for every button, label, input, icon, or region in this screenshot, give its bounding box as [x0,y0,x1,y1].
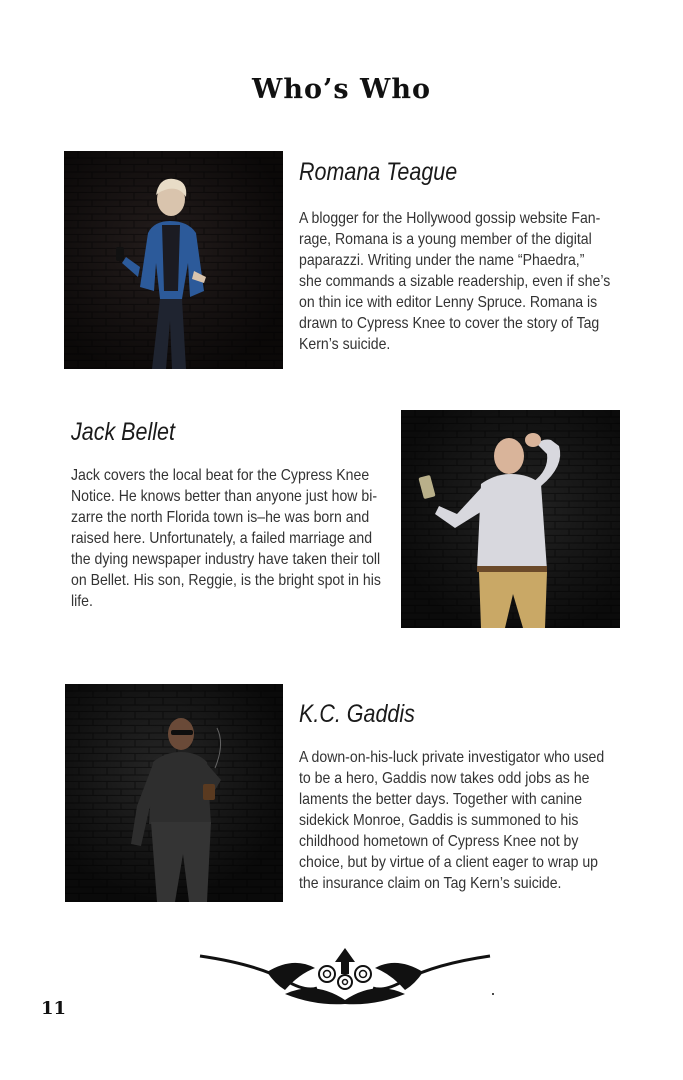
character-bio-jack: Jack covers the local beat for the Cypress Knee Notice. He knows better than anyone just how bi-zarre the north Florida town is–he was born and raised here. Unfortunately, a failed marriage and the dying newspaper industry have taken their toll on Bellet. His son, Reggie, is the bright spot in his life. [71,467,381,610]
kc-gaddis-portrait [65,684,283,902]
character-name-gaddis: K.C. Gaddis [299,700,415,728]
decorative-flourish-icon [195,944,495,1014]
romana-teague-portrait [64,151,283,369]
jack-bellet-portrait [401,410,620,628]
character-name-romana: Romana Teague [299,158,458,186]
character-name-jack: Jack Bellet [71,418,175,446]
character-bio-romana: A blogger for the Hollywood gossip website Fan-rage, Romana is a young member of the digital paparazzi. Writing under the name “Phaedra,” she commands a sizable readership, even if she’s on thin ice with editor Lenny Spruce. Romana is drawn to Cypress Knee to cover the story of Tag Kern’s suicide. [299,210,611,353]
character-bio-gaddis: A down-on-his-luck private investigator who used to be a hero, Gaddis now takes odd jobs as he laments the better days. Together with canine sidekick Monroe, Gaddis is summoned to his childhood hometown of Cypress Knee not by choice, but by virtue of a client eager to wrap up the insurance claim on Tag Kern’s suicide. [299,749,605,892]
page-title: Who’s Who [252,74,431,105]
page-number: 11 [41,998,67,1019]
